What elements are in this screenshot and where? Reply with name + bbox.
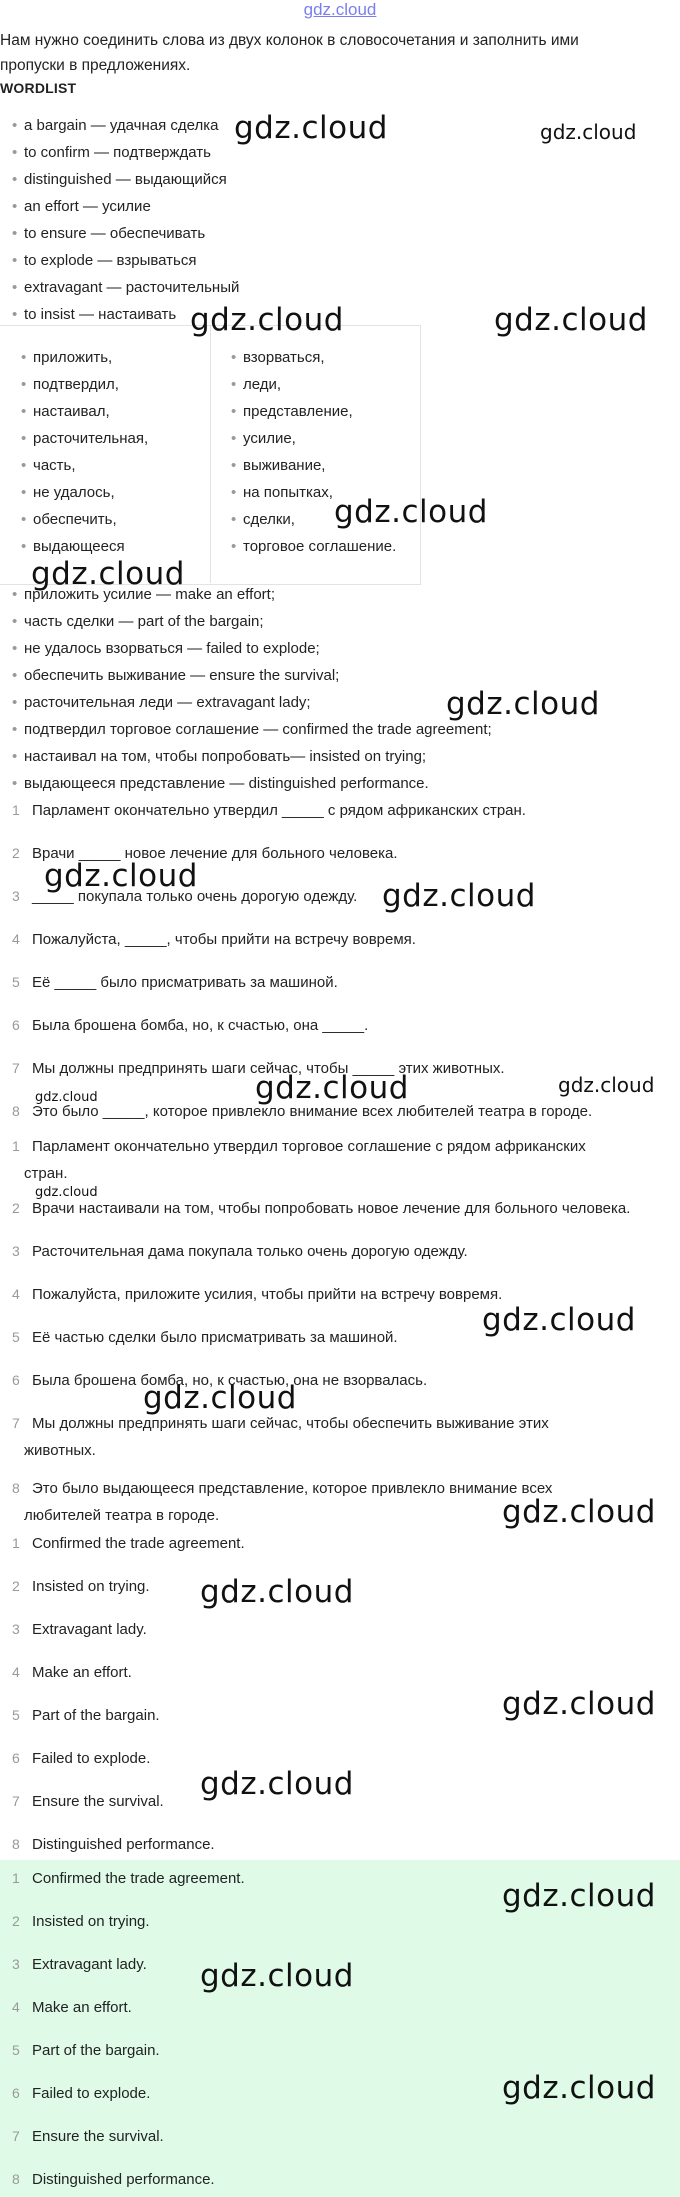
pair-item: • подтвердил торговое соглашение — confirmed the trade agreement; <box>24 721 492 738</box>
gap-sentence: Пожалуйста, _____, чтобы прийти на встречу вовремя. <box>32 931 416 948</box>
left-column-item: • приложить, <box>33 349 112 366</box>
right-column-item: • усилие, <box>243 430 296 447</box>
wordlist-title: WORDLIST <box>0 80 77 96</box>
answer-text: Make an effort. <box>32 1664 132 1681</box>
gap-number: 2 <box>12 845 20 861</box>
left-column-item: • часть, <box>33 457 76 474</box>
filled-number: 7 <box>12 1415 20 1431</box>
wordlist-item: • to explode — взрываться <box>24 252 196 269</box>
watermark: gdz.cloud <box>31 556 185 592</box>
header-watermark[interactable]: gdz.cloud <box>303 0 377 19</box>
answer-number: 3 <box>12 1621 20 1637</box>
task-intro: Нам нужно соединить слова из двух колонок в словосочетания и заполнить ими пропуски в предложениях. <box>0 32 579 74</box>
watermark: gdz.cloud <box>334 494 488 530</box>
columns-divider <box>210 325 211 583</box>
answer-number: 5 <box>12 1707 20 1723</box>
watermark: gdz.cloud <box>540 120 637 144</box>
highlighted-answer-number: 1 <box>12 1870 20 1886</box>
highlighted-answer-text: Extravagant lady. <box>32 1956 147 1973</box>
gap-number: 3 <box>12 888 20 904</box>
answer-number: 7 <box>12 1793 20 1809</box>
watermark: gdz.cloud <box>255 1070 409 1106</box>
gap-number: 5 <box>12 974 20 990</box>
watermark: gdz.cloud <box>502 1878 656 1914</box>
watermark: gdz.cloud <box>44 858 198 894</box>
wordlist-item: • an effort — усилие <box>24 198 151 215</box>
filled-number: 1 <box>12 1138 20 1154</box>
right-column-item: • представление, <box>243 403 353 420</box>
wordlist-item: • to confirm — подтверждать <box>24 144 211 161</box>
watermark: gdz.cloud <box>200 1958 354 1994</box>
answer-text: Failed to explode. <box>32 1750 151 1767</box>
filled-number: 8 <box>12 1480 20 1496</box>
filled-number: 6 <box>12 1372 20 1388</box>
answer-text: Distinguished performance. <box>32 1836 215 1853</box>
left-column-item: • настаивал, <box>33 403 110 420</box>
gap-sentence: _____ покупала только очень дорогую одежду. <box>32 888 358 905</box>
watermark: gdz.cloud <box>502 1686 656 1722</box>
filled-sentence-cont: любителей театра в городе. <box>24 1507 220 1524</box>
filled-sentence-cont: животных. <box>24 1442 96 1459</box>
gap-sentence: Парламент окончательно утвердил _____ с рядом африканских стран. <box>32 802 526 819</box>
watermark: gdz.cloud <box>200 1766 354 1802</box>
watermark: gdz.cloud <box>502 2070 656 2106</box>
filled-number: 4 <box>12 1286 20 1302</box>
filled-sentence: Мы должны предпринять шаги сейчас, чтобы обеспечить выживание этих <box>32 1415 549 1432</box>
watermark: gdz.cloud <box>35 1185 98 1200</box>
watermark: gdz.cloud <box>234 110 388 146</box>
gap-number: 1 <box>12 802 20 818</box>
right-column-item: • леди, <box>243 376 281 393</box>
gap-sentence: Её _____ было присматривать за машиной. <box>32 974 338 991</box>
gap-number: 8 <box>12 1103 20 1119</box>
wordlist-item: • to ensure — обеспечивать <box>24 225 205 242</box>
watermark: gdz.cloud <box>446 686 600 722</box>
gap-sentence: Это было _____, которое привлекло внимание всех любителей театра в городе. <box>32 1103 593 1120</box>
highlighted-answer-number: 8 <box>12 2171 20 2187</box>
pair-item: • часть сделки — part of the bargain; <box>24 613 264 630</box>
watermark: gdz.cloud <box>200 1574 354 1610</box>
answer-number: 6 <box>12 1750 20 1766</box>
right-column-item: • выживание, <box>243 457 325 474</box>
answer-text: Insisted on trying. <box>32 1578 150 1595</box>
right-column-item: • торговое соглашение. <box>243 538 396 555</box>
watermark: gdz.cloud <box>143 1380 297 1416</box>
wordlist-item: • a bargain — удачная сделка <box>24 117 218 134</box>
right-column-item: • на попытках, <box>243 484 333 501</box>
filled-sentence-cont: стран. <box>24 1165 68 1182</box>
answer-number: 4 <box>12 1664 20 1680</box>
watermark: gdz.cloud <box>482 1302 636 1338</box>
filled-sentence: Её частью сделки было присматривать за машиной. <box>32 1329 398 1346</box>
highlighted-answer-number: 5 <box>12 2042 20 2058</box>
wordlist-item: • extravagant — расточительный <box>24 279 239 296</box>
left-column-item: • обеспечить, <box>33 511 117 528</box>
right-column-item: • взорваться, <box>243 349 324 366</box>
pair-item: • не удалось взорваться — failed to explode; <box>24 640 320 657</box>
filled-sentence: Пожалуйста, приложите усилия, чтобы прийти на встречу вовремя. <box>32 1286 503 1303</box>
pair-item: • приложить усилие — make an effort; <box>24 586 275 603</box>
watermark: gdz.cloud <box>502 1494 656 1530</box>
answer-text: Extravagant lady. <box>32 1621 147 1638</box>
wordlist-item: • distinguished — выдающийся <box>24 171 227 188</box>
filled-sentence: Врачи настаивали на том, чтобы попробовать новое лечение для больного человека. <box>32 1200 631 1217</box>
answer-text: Part of the bargain. <box>32 1707 160 1724</box>
gap-sentence: Врачи _____ новое лечение для больного человека. <box>32 845 398 862</box>
filled-number: 3 <box>12 1243 20 1259</box>
filled-sentence: Была брошена бомба, но, к счастью, она не взорвалась. <box>32 1372 428 1389</box>
left-column-item: • выдающееся <box>33 538 125 555</box>
filled-sentence: Парламент окончательно утвердил торговое соглашение с рядом африканских <box>32 1138 586 1155</box>
gap-number: 4 <box>12 931 20 947</box>
filled-number: 2 <box>12 1200 20 1216</box>
highlighted-answer-text: Failed to explode. <box>32 2085 151 2102</box>
answer-number: 8 <box>12 1836 20 1852</box>
highlighted-answer-number: 4 <box>12 1999 20 2015</box>
answer-number: 2 <box>12 1578 20 1594</box>
pair-item: • настаивал на том, чтобы попробовать— insisted on trying; <box>24 748 426 765</box>
filled-number: 5 <box>12 1329 20 1345</box>
answer-number: 1 <box>12 1535 20 1551</box>
watermark: gdz.cloud <box>558 1073 655 1097</box>
answer-text: Confirmed the trade agreement. <box>32 1535 245 1552</box>
highlighted-answer-text: Insisted on trying. <box>32 1913 150 1930</box>
wordlist-item: • to insist — настаивать <box>24 306 176 323</box>
gap-sentence: Мы должны предпринять шаги сейчас, чтобы _____ этих животных. <box>32 1060 505 1077</box>
gap-number: 7 <box>12 1060 20 1076</box>
highlighted-answer-text: Make an effort. <box>32 1999 132 2016</box>
pair-item: • выдающееся представление — distinguished performance. <box>24 775 429 792</box>
watermark: gdz.cloud <box>190 302 344 338</box>
answer-text: Ensure the survival. <box>32 1793 164 1810</box>
filled-sentence: Это было выдающееся представление, которое привлекло внимание всех <box>32 1480 553 1497</box>
filled-sentence: Расточительная дама покупала только очень дорогую одежду. <box>32 1243 468 1260</box>
left-column-item: • расточительная, <box>33 430 148 447</box>
highlighted-answer-number: 7 <box>12 2128 20 2144</box>
left-column-item: • не удалось, <box>33 484 115 501</box>
gap-sentence: Была брошена бомба, но, к счастью, она _____. <box>32 1017 369 1034</box>
gap-number: 6 <box>12 1017 20 1033</box>
highlighted-answer-number: 6 <box>12 2085 20 2101</box>
highlighted-answer-text: Distinguished performance. <box>32 2171 215 2188</box>
watermark: gdz.cloud <box>35 1090 98 1105</box>
right-column-item: • сделки, <box>243 511 295 528</box>
highlighted-answer-text: Part of the bargain. <box>32 2042 160 2059</box>
highlighted-answer-text: Ensure the survival. <box>32 2128 164 2145</box>
highlighted-answer-number: 2 <box>12 1913 20 1929</box>
pair-item: • расточительная леди — extravagant lady; <box>24 694 311 711</box>
highlighted-answer-text: Confirmed the trade agreement. <box>32 1870 245 1887</box>
left-column-item: • подтвердил, <box>33 376 119 393</box>
watermark: gdz.cloud <box>382 878 536 914</box>
pair-item: • обеспечить выживание — ensure the survival; <box>24 667 339 684</box>
highlighted-answer-number: 3 <box>12 1956 20 1972</box>
watermark: gdz.cloud <box>494 302 648 338</box>
